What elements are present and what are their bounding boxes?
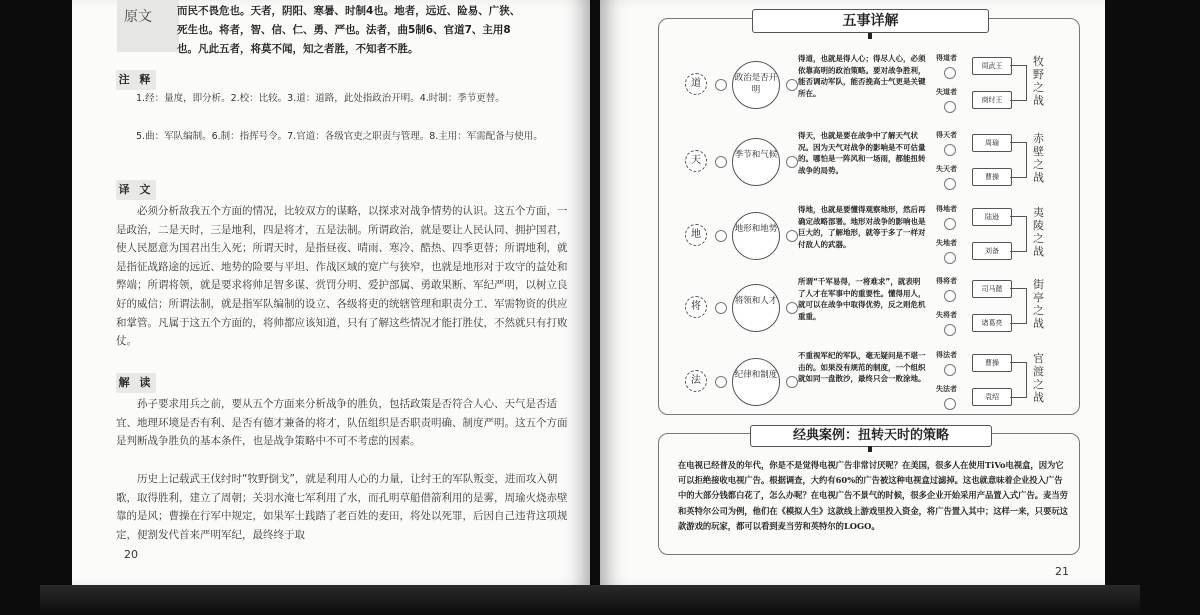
connector-dot [715, 79, 727, 91]
connector-dot [715, 156, 727, 168]
original-text: 而民不畏危也。天者，阴阳、寒暑、时制4也。地者，远近、险易、广狭、死生也。将者，智、信、仁、勇、严也。法者，曲5制6、官道7、主用8也。凡此五者，将莫不闻，知之者胜，不知者不胜。 [177, 5, 521, 55]
win-label: 得天者 [936, 131, 957, 139]
connector-dot [715, 302, 727, 314]
notes-heading: 注 释 [116, 70, 156, 90]
win-label: 得地者 [936, 205, 957, 213]
win-label: 得道者 [936, 54, 957, 62]
bracket-line [1010, 216, 1027, 252]
battle-name: 夷陵之战 [1033, 206, 1044, 258]
aspect-circle: 地形和地势 [732, 212, 780, 260]
connector-dot [944, 364, 956, 376]
bracket-line [1010, 65, 1027, 101]
interpretation-paragraph: 孙子要求用兵之前，要从五个方面来分析战争的胜负，包括政策是否符合人心、天气是否适宜、地理环境是否有利、是否有德才兼备的将才，队伍组织是否职责明确、制度严明。这五个方面是判断战争胜负的基本条件，也是战争策略中不可不考虑的因素。 [116, 398, 568, 448]
translation-heading: 译 文 [116, 180, 156, 200]
factor-circle: 地 [685, 224, 707, 246]
aspect-circle: 政治是否开明 [732, 61, 780, 109]
left-page [72, 0, 590, 585]
aspect-circle: 纪律和制度 [732, 358, 780, 406]
factor-circle: 道 [685, 73, 707, 95]
case-pin-icon [868, 446, 872, 452]
winner-general: 周瑜 [972, 134, 1012, 152]
aspect-circle: 将领和人才 [732, 284, 780, 332]
battle-name: 街亭之战 [1033, 278, 1044, 330]
book-bottom-shadow [40, 585, 1140, 615]
connector-dot [944, 178, 956, 190]
winner-general: 曹操 [972, 354, 1012, 372]
battle-name: 赤壁之战 [1033, 132, 1044, 184]
bracket-line [1010, 362, 1027, 398]
note-item: 5.曲：军队编制。6.制：指挥号令。7.官道：各级官吏之职责与管理。8.主用：军需配备与使用。 [136, 131, 543, 142]
lose-label: 失天者 [936, 165, 957, 173]
connector-dot [786, 302, 798, 314]
page-number: 21 [1055, 565, 1069, 578]
battle-name: 牧野之战 [1033, 55, 1044, 107]
title-pin-icon [868, 33, 872, 39]
loser-general: 诸葛亮 [972, 314, 1012, 332]
note-item: 1.经：量度，即分析。2.校：比较。3.道：道路，此处指政治开明。4.时制：季节更替。 [136, 93, 505, 104]
connector-dot [944, 252, 956, 264]
connector-dot [944, 398, 956, 410]
five-factors-title: 五事详解 [752, 9, 989, 33]
connector-dot [944, 101, 956, 113]
connector-dot [715, 376, 727, 388]
factor-description: 所谓“千军易得，一将难求”，就表明了人才在军事中的重要性。懂得用人，就可以在战争中取得优势，反之则危机重重。 [798, 277, 926, 321]
loser-general: 商纣王 [972, 91, 1012, 109]
bracket-line [1010, 288, 1027, 324]
loser-general: 曹操 [972, 168, 1012, 186]
connector-dot [944, 290, 956, 302]
connector-dot [715, 230, 727, 242]
factor-description: 得地，也就是要懂得观察地形，然后再确定战略部署。地形对战争的影响也是巨大的，了解地形，就等于多了一样对付敌人的武器。 [798, 205, 926, 249]
connector-dot [786, 230, 798, 242]
factor-circle: 天 [685, 150, 707, 172]
connector-dot [944, 144, 956, 156]
bracket-line [1010, 142, 1027, 178]
win-label: 得将者 [936, 277, 957, 285]
interpretation-paragraph: 历史上记载武王伐纣时“牧野倒戈”，就是利用人心的力量，让纣王的军队叛变，进而攻入朝歌，取得胜利，建立了周朝；关羽水淹七军利用了水，而孔明草船借箭利用的是雾，周瑜火烧赤壁靠的是风；曹操在行军中规定，如果军士践踏了老百姓的麦田，将处以死罪，后因自己违背这项规定，便割发代首来严明军纪，最终终于取 [116, 473, 568, 541]
factor-circle: 将 [685, 296, 707, 318]
case-title: 经典案例：扭转天时的策略 [750, 425, 992, 447]
lose-label: 失将者 [936, 311, 957, 319]
battle-name: 官渡之战 [1033, 352, 1044, 404]
connector-dot [944, 67, 956, 79]
factor-description: 得道，也就是得人心；得尽人心，必须依靠高明的政治策略。要对战争胜利，能否调动军队，能否挽高士气更是关键所在。 [798, 54, 926, 98]
lose-label: 失地者 [936, 239, 957, 247]
factor-circle: 法 [685, 370, 707, 392]
loser-general: 袁绍 [972, 388, 1012, 406]
factor-description: 得天，也就是要在战争中了解天气状况。因为天气对战争的影响是不可估量的。哪怕是一阵风和一场雨，都能扭转战争的局势。 [798, 131, 926, 175]
connector-dot [944, 324, 956, 336]
winner-general: 周武王 [972, 57, 1012, 75]
original-text-label: 原文 [124, 9, 152, 25]
page-number: 20 [124, 548, 138, 561]
case-text: 在电视已经普及的年代，你是不是觉得电视广告非常讨厌呢？在美国，很多人在使用TiVo电视盒，因为它可以拒绝接收电视广告。根据调查，大约有60%的广告被这种电视盒过滤掉。这也就意味着企业投入广告中的大部分钱都白花了，怎么办呢？在电视广告不景气的时候，很多企业开始采用产品置入式广告。麦当劳和英特尔公司为例，他们在《模拟人生》这款线上游戏里投入资金，将广告置入其中；这样一来，只要玩这款游戏的玩家，都可以看到麦当劳和英特尔的LOGO。 [678, 460, 1068, 531]
lose-label: 失道者 [936, 88, 957, 96]
connector-dot [786, 156, 798, 168]
winner-general: 陆逊 [972, 208, 1012, 226]
winner-general: 司马懿 [972, 280, 1012, 298]
translation-paragraph: 必须分析敌我五个方面的情况，比较双方的谋略，以探求对战争情势的认识。这五个方面，一是政治，二是天时，三是地利，四是将才，五是法制。所谓政治，就是要让人民认同、拥护国君，使人民愿意为国君出生入死；所谓天时，是指昼夜、晴雨、寒冷、酷热、四季更替；所谓地利，就是指征战路途的远近、地势的险要与平坦、作战区域的宽广与狭窄，也就是地形对于攻守的益处和弊端；所谓将领，就是要求将帅足智多谋、赏罚分明、爱护部属、勇敢果断、军纪严明，以树立良好的威信；所谓法制，就是指军队编制的设立、各级将吏的统辖管理和职责分工、军需物资的供应和掌管。凡属于这五个方面的，将帅都应该知道，只有了解这些情况才能打胜仗，不然就只有打败仗。 [116, 205, 568, 348]
aspect-circle: 季节和气候 [732, 138, 780, 186]
loser-general: 刘备 [972, 242, 1012, 260]
right-page [600, 0, 1105, 585]
interpretation-heading: 解 读 [116, 373, 156, 393]
connector-dot [944, 218, 956, 230]
connector-dot [786, 376, 798, 388]
factor-description: 不重视军纪的军队，毫无疑问是不堪一击的。如果没有规范的制度，一个组织就如同一盘散沙，最终只会一败涂地。 [798, 351, 926, 383]
connector-dot [786, 79, 798, 91]
lose-label: 失法者 [936, 385, 957, 393]
win-label: 得法者 [936, 351, 957, 359]
